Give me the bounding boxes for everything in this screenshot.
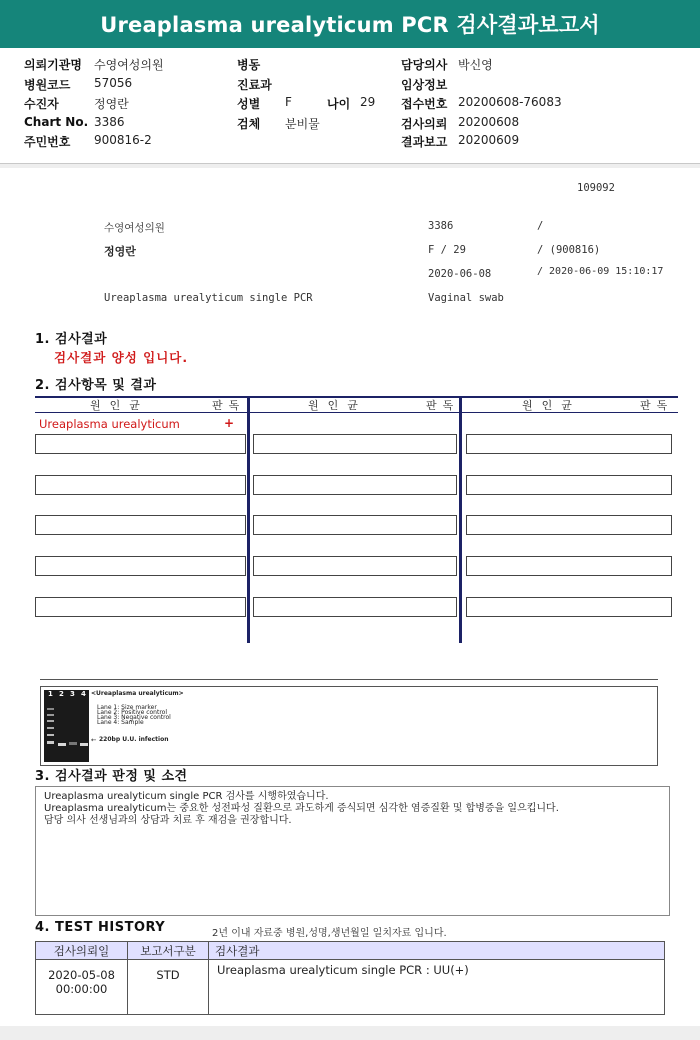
section3-title: 3. 검사결과 판정 및 소견: [35, 769, 188, 784]
gel-lane-1-caption: Lane 1: Size marker: [97, 704, 157, 711]
hospital-code-label: 병원코드: [24, 78, 71, 92]
report-slash: /: [537, 220, 544, 232]
patient-label: 수진자: [24, 97, 59, 111]
sex-label: 성별: [237, 97, 261, 111]
request-date-label: 검사의뢰: [401, 117, 448, 131]
header-judgement-3: 판독: [640, 399, 674, 412]
result-cell: [35, 515, 246, 535]
marker-band: [47, 741, 54, 744]
report-date-label: 결과보고: [401, 135, 448, 149]
history-note: 2년 이내 자료중 병원,성명,생년월일 일치자료 입니다.: [212, 928, 447, 939]
specimen-label: 검체: [237, 117, 261, 131]
result-cell: [35, 475, 246, 495]
marker-band: [47, 720, 54, 722]
header-organism-1: 원인균: [90, 399, 149, 412]
result-cell: [466, 515, 672, 535]
header-row-patient: [24, 95, 129, 112]
clinical-info-label: 임상정보: [401, 78, 448, 92]
age-label: 나이: [327, 97, 351, 111]
resident-no-value: 900816-2: [94, 133, 152, 147]
gel-lane-2-caption: Lane 2: Positive control: [97, 709, 168, 716]
header-judgement-1: 판독: [212, 399, 246, 412]
header-row-report-date: [401, 133, 520, 150]
history-header-date: 검사의뢰일: [35, 941, 128, 960]
organism-result: +: [224, 416, 235, 430]
chart-label: Chart No.: [24, 115, 89, 129]
sex-value: F: [285, 95, 292, 109]
findings-box: [35, 786, 670, 916]
header-row-institution: [24, 56, 164, 73]
history-type: STD: [127, 959, 209, 1015]
physician-label: 담당의사: [401, 58, 448, 72]
request-date-value: 20200608: [458, 115, 520, 129]
physician-value: 박신영: [458, 58, 493, 72]
positive-control-band: [58, 743, 66, 746]
report-title: Ureaplasma urealyticum PCR 검사결과보고서: [0, 0, 700, 48]
specimen-value: 분비물: [285, 117, 320, 131]
results-table-header-border: [35, 412, 678, 413]
marker-band: [47, 708, 54, 710]
header-row-sex: [237, 95, 292, 112]
finding-line: Ureaplasma urealyticum single PCR 검사를 시행하였습니다.: [44, 791, 329, 802]
finding-line: 담당 의사 선생님과의 상담과 치료 후 재검을 권장합니다.: [44, 815, 292, 826]
sample-band: [80, 743, 88, 746]
report-reported-datetime: / 2020-06-09 15:10:17: [537, 266, 664, 277]
institution-label: 의뢰기관명: [24, 58, 82, 72]
result-cell: [253, 515, 457, 535]
institution-value: 수영여성의원: [94, 58, 164, 72]
finding-line: Ureaplasma urealyticum는 중요한 성전파성 질환으로 과도하게 증식되면 심각한 염증질환 및 합병증을 일으킵니다.: [44, 803, 559, 814]
gel-lane-number: 3: [70, 690, 75, 698]
history-result: Ureaplasma urealyticum single PCR : UU(+): [208, 959, 665, 1015]
negative-control-band: [69, 742, 77, 745]
section2-title: 2. 검사항목 및 결과: [35, 378, 157, 393]
header-row-physician: [401, 56, 493, 73]
receipt-no-value: 20200608-76083: [458, 95, 562, 109]
header-row-chart: [24, 115, 125, 129]
report-received-date: 2020-06-08: [428, 268, 492, 280]
gel-arrow-label: 220bp U.U. infection: [99, 736, 169, 743]
ward-label: 병동: [237, 58, 261, 72]
result-cell: [35, 434, 246, 454]
column-divider-1: [247, 396, 250, 643]
resident-no-label: 주민번호: [24, 135, 71, 149]
gel-lane-number: 4: [81, 690, 86, 698]
result-cell: [466, 597, 672, 617]
column-divider-2: [459, 396, 462, 643]
result-cell: [253, 556, 457, 576]
gel-electrophoresis-figure: [40, 686, 658, 766]
header-row-request-date: [401, 115, 520, 132]
header-row-hospital-code: [24, 76, 133, 93]
result-cell: [253, 434, 457, 454]
organism-name: Ureaplasma urealyticum: [39, 417, 180, 431]
history-date: 2020-05-08: [48, 968, 115, 982]
patient-header: [0, 48, 700, 164]
history-header-type: 보고서구분: [127, 941, 209, 960]
hospital-code-value: 57056: [94, 76, 133, 90]
header-row-resident-no: [24, 133, 152, 150]
report-birth: / (900816): [537, 244, 601, 256]
report-patient-name: 정영란: [104, 245, 136, 258]
header-organism-2: 원인균: [308, 399, 367, 412]
header-row-clinical-info: [401, 76, 447, 93]
header-row-department: [237, 76, 272, 93]
document-number: 109092: [577, 182, 615, 194]
result-summary: 검사결과 양성 입니다.: [54, 350, 189, 365]
marker-band: [47, 714, 54, 716]
gel-image: [44, 690, 89, 762]
result-cell: [466, 556, 672, 576]
result-cell: [253, 475, 457, 495]
gel-lane-number: 1: [48, 690, 53, 698]
patient-value: 정영란: [94, 97, 129, 111]
gel-arrow-icon: ←: [91, 736, 97, 744]
result-cell: [253, 597, 457, 617]
history-row-date-cell: [35, 959, 128, 1015]
marker-band: [47, 734, 54, 736]
header-organism-3: 원인균: [522, 399, 581, 412]
section1-title: 1. 검사결과: [35, 332, 108, 347]
gel-lane-4-caption: Lane 4: Sample: [97, 719, 144, 726]
gel-lane-3-caption: Lane 3: Negative control: [97, 714, 171, 721]
marker-band: [47, 727, 54, 729]
section4-title: 4. TEST HISTORY: [35, 920, 166, 935]
history-time: 00:00:00: [55, 982, 108, 996]
report-specimen: Vaginal swab: [428, 292, 504, 304]
gel-divider: [40, 679, 658, 680]
receipt-no-label: 접수번호: [401, 97, 448, 111]
chart-value: 3386: [94, 115, 125, 129]
report-sex-age: F / 29: [428, 244, 466, 256]
result-cell: [466, 475, 672, 495]
report-chart: 3386: [428, 220, 454, 232]
header-row-ward: [237, 56, 260, 73]
gel-heading: <Ureaplasma urealyticum>: [91, 690, 184, 697]
header-row-specimen: [237, 115, 320, 132]
report-date-value: 20200609: [458, 133, 520, 147]
report-clinic: 수영여성의원: [104, 222, 165, 234]
department-label: 진료과: [237, 78, 272, 92]
age-value: 29: [360, 95, 376, 109]
header-judgement-2: 판독: [426, 399, 460, 412]
result-cell: [35, 597, 246, 617]
header-row-age: [327, 95, 376, 112]
result-cell: [35, 556, 246, 576]
history-header-result: 검사결과: [208, 941, 665, 960]
header-row-receipt-no: [401, 95, 562, 112]
gel-lane-number: 2: [59, 690, 64, 698]
report-test-name: Ureaplasma urealyticum single PCR: [104, 292, 313, 304]
result-cell: [466, 434, 672, 454]
